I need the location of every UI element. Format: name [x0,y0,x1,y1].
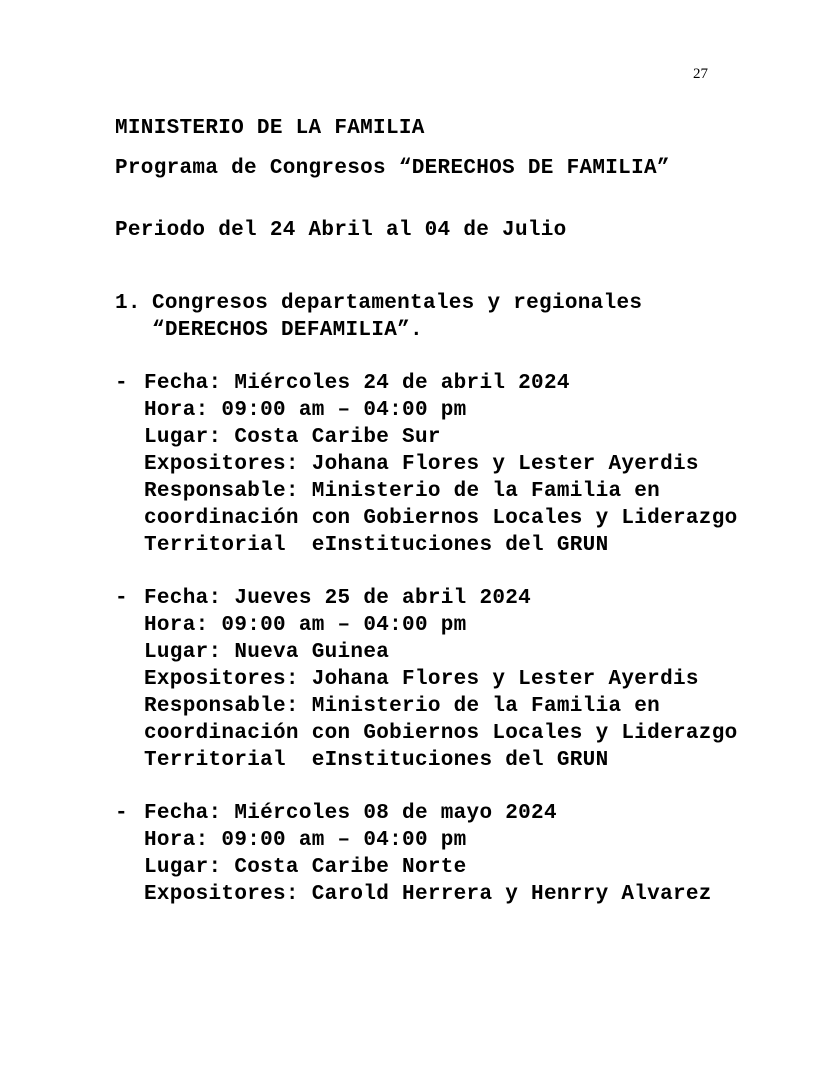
event-lugar: Lugar: Costa Caribe Norte [144,856,467,879]
event-responsable-line2: coordinación con Gobiernos Locales y Liderazgo [144,722,738,745]
section-number: 1. [115,292,141,315]
section-title-line1: Congresos departamentales y regionales [152,292,643,315]
period-title: Periodo del 24 Abril al 04 de Julio [115,219,567,242]
event-responsable-line1: Responsable: Ministerio de la Familia en [144,480,661,503]
event-fecha: Fecha: Jueves 25 de abril 2024 [144,587,532,610]
event-responsable-line3: Territorial eInstituciones del GRUN [144,534,609,557]
event-hora: Hora: 09:00 am – 04:00 pm [144,399,467,422]
event-bullet: - [115,587,128,610]
page-number: 27 [693,66,708,82]
event-responsable-line3: Territorial eInstituciones del GRUN [144,749,609,772]
event-hora: Hora: 09:00 am – 04:00 pm [144,829,467,852]
event-hora: Hora: 09:00 am – 04:00 pm [144,614,467,637]
event-fecha: Fecha: Miércoles 24 de abril 2024 [144,372,570,395]
event-bullet: - [115,802,128,825]
event-fecha: Fecha: Miércoles 08 de mayo 2024 [144,802,557,825]
event-lugar: Lugar: Nueva Guinea [144,641,390,664]
section-title-line2: “DERECHOS DEFAMILIA”. [152,319,423,342]
event-lugar: Lugar: Costa Caribe Sur [144,426,441,449]
event-responsable-line1: Responsable: Ministerio de la Familia en [144,695,661,718]
event-responsable-line2: coordinación con Gobiernos Locales y Liderazgo [144,507,738,530]
event-expositores: Expositores: Johana Flores y Lester Ayerdis [144,453,699,476]
event-bullet: - [115,372,128,395]
program-title: Programa de Congresos “DERECHOS DE FAMILIA” [115,157,670,180]
ministry-title: MINISTERIO DE LA FAMILIA [115,117,425,140]
event-expositores: Expositores: Johana Flores y Lester Ayerdis [144,668,699,691]
event-expositores: Expositores: Carold Herrera y Henrry Alvarez [144,883,712,906]
